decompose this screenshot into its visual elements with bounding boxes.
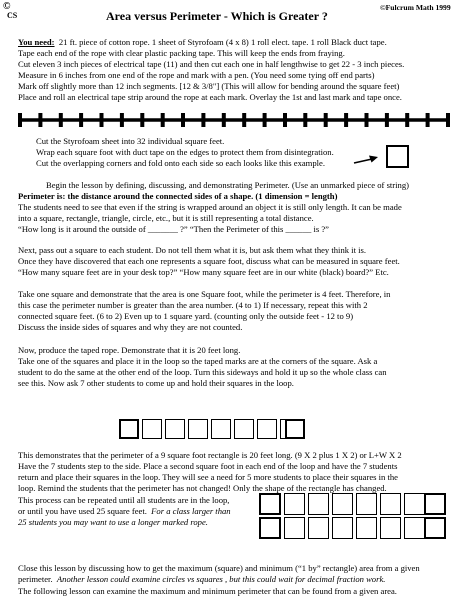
take-line-2: this case the perimeter number is greater than the area number. (4 to 1) If necessary, repeat this with 2 (18, 300, 368, 310)
square-cell (165, 419, 185, 439)
end-square-top-left (259, 493, 281, 515)
marked-rope-illustration (14, 112, 454, 128)
square-cell (356, 517, 377, 539)
demo-line-6: or until you have used 25 square feet. For a class larger than (18, 506, 231, 516)
close-line-2: perimeter. Another lesson could examine circles vs squares , but this could wait for decimal fraction work. (18, 574, 386, 584)
now-line-1: Now, produce the taped rope. Demonstrate that it is 20 feet long. (18, 345, 241, 355)
demo-line-2: Have the 7 students step to the side. Place a second square foot in each end of the loop and have the 7 students (18, 461, 398, 471)
arrow-icon (352, 154, 380, 166)
square-cell (380, 493, 401, 515)
square-cell (257, 419, 277, 439)
square-cell (332, 517, 353, 539)
now-line-3: student to do the same at the other end of the loop. Turn this sideways and hold it up so the whole class can (18, 367, 387, 377)
right-end-squares (424, 493, 446, 539)
materials-line-2: Tape each end of the rope with clear plastic packing tape. This will keep the ends from fraying. (18, 48, 345, 58)
now-line-4: see this. Now ask 7 other students to come up and hold their squares in the loop. (18, 378, 294, 388)
tape-mark (365, 113, 369, 127)
tape-mark (59, 113, 63, 127)
tape-mark (426, 113, 430, 127)
take-line-1: Take one square and demonstrate that the area is one Square foot, while the perimeter is 4 feet. Therefore, in (18, 289, 391, 299)
tape-mark (181, 113, 185, 127)
tape-mark (263, 113, 267, 127)
nine-square-rectangle-diagram (119, 419, 305, 439)
styrofoam-line-1: Cut the Styrofoam sheet into 32 individual square feet. (36, 136, 225, 146)
square-cell (332, 493, 353, 515)
end-square-right (285, 419, 305, 439)
square-cell (142, 419, 162, 439)
next-line-1: Next, pass out a square to each student. Do not tell them what it is, but ask them what they think it is. (18, 245, 366, 255)
materials-line-5: Mark off slightly more than 12 inch segments. [12 & 3/8"] (This will allow for bending around the square feet) (18, 81, 400, 91)
tape-mark (222, 113, 226, 127)
next-line-3: “How many square feet are in your desk top?” “How many square feet are in our white (black) board?” Etc. (18, 267, 389, 277)
materials-line-3: Cut eleven 3 inch pieces of electrical tape (11) and then cut each one in half lengthwise to get 22 - 3 inch pieces. (18, 59, 405, 69)
close-line-1: Close this lesson by discussing how to get the maximum (square) and minimum (“1 by” rectangle) area from a given (18, 563, 420, 573)
you-need-label: You need: (18, 37, 55, 47)
tape-mark (79, 113, 83, 127)
next-line-2: Once they have discovered that each one represents a square foot, discuss what can be measured in square feet. (18, 256, 400, 266)
demo-line-3: return and place their squares in the loop. They will see a need for 5 more students to place their squares in the (18, 472, 398, 482)
tape-mark (405, 113, 409, 127)
begin-line-3: into a square, rectangle, triangle, circle, etc., but it is still representing a total distance. (18, 213, 314, 223)
demo-line-7: 25 students you may want to use a longer marked rope. (18, 517, 208, 527)
tape-mark (201, 113, 205, 127)
end-square-bottom-left (259, 517, 281, 539)
tape-mark (385, 113, 389, 127)
perimeter-definition: Perimeter is: the distance around the connected sides of a shape. (1 dimension = length) (18, 191, 338, 201)
square-cell (211, 419, 231, 439)
two-column-grid (284, 493, 444, 539)
materials-line-6: Place and roll an electrical tape strip around the rope at each mark. Overlay the 1st and last mark and tape once. (18, 92, 402, 102)
square-cell (284, 517, 305, 539)
styrofoam-line-3: Cut the overlapping corners and fold onto each side so each looks like this example. (36, 158, 326, 168)
fulcrum-logo: © CS (3, 1, 18, 20)
end-square-bottom-right (424, 517, 446, 539)
square-cell (284, 493, 305, 515)
end-square-left (119, 419, 139, 439)
materials-line-1: You need: 21 ft. piece of cotton rope. 1 sheet of Styrofoam (4 x 8) 1 roll elect. tape. 1 roll Black duct tape. (18, 37, 387, 47)
begin-line-4: “How long is it around the outside of _______ ?” “Then the Perimeter of this ______ is ?” (18, 224, 329, 234)
tape-mark (303, 113, 307, 127)
tape-mark (38, 113, 42, 127)
materials-line-4: Measure in 6 inches from one end of the rope and mark with a pen. (You need some tying off end parts) (18, 70, 375, 80)
copyright-credit: ©Fulcrum Math 1999 (380, 3, 451, 12)
demo-line-5: This process can be repeated until all students are in the loop, (18, 495, 230, 505)
square-cell (404, 493, 425, 515)
square-cell (356, 493, 377, 515)
square-cell (404, 517, 425, 539)
tape-mark (140, 113, 144, 127)
close-line-3: The following lesson can examine the maximum and minimum perimeter that can be found from a given area. (18, 586, 397, 596)
square-cell (308, 517, 329, 539)
square-cell (308, 493, 329, 515)
tape-mark (18, 113, 22, 127)
square-foot-example (386, 145, 409, 168)
tape-mark (446, 113, 450, 127)
begin-line-2: The students need to see that even if the string is wrapped around an object it is still only length. It can be made (18, 202, 402, 212)
tape-mark (344, 113, 348, 127)
square-cell (234, 419, 254, 439)
square-cell (380, 517, 401, 539)
demo-line-4: loop. Remind the students that the perimeter has not changed! Only the shape of the rectangle has changed. (18, 483, 387, 493)
styrofoam-line-2: Wrap each square foot with duct tape on the edges to protect them from disintegration. (36, 147, 334, 157)
tape-mark (242, 113, 246, 127)
take-line-3: connected square feet. (6 to 2) Even up to 1 square yard. (counting only the outside feet - 12 to 9) (18, 311, 354, 321)
tape-mark (283, 113, 287, 127)
take-line-4: Discuss the inside sides of squares and why they are not counted. (18, 322, 243, 332)
now-line-2: Take one of the squares and place it in the loop so the taped marks are at the corners of the square. Ask a (18, 356, 378, 366)
demo-line-1: This demonstrates that the perimeter of a 9 square foot rectangle is 20 feet long. (9 X 2 plus 1 X 2) or L+W X 2 (18, 450, 402, 460)
end-square-top-right (424, 493, 446, 515)
tape-mark (161, 113, 165, 127)
begin-line-1: Begin the lesson by defining, discussing, and demonstrating Perimeter. (Use an unmarked piece of string) (46, 180, 410, 190)
tape-mark (324, 113, 328, 127)
tape-mark (100, 113, 104, 127)
tape-mark (120, 113, 124, 127)
page-title: Area versus Perimeter - Which is Greater ? (106, 9, 328, 23)
square-cell (188, 419, 208, 439)
